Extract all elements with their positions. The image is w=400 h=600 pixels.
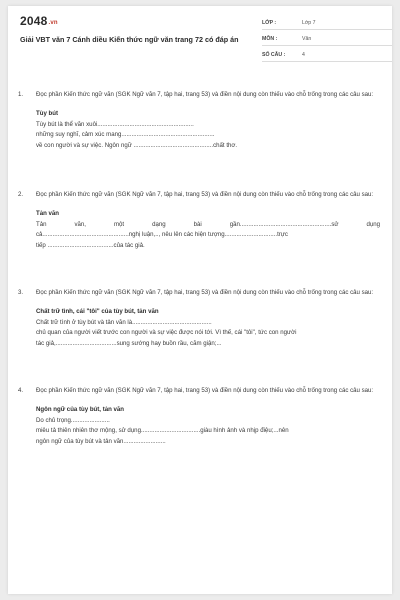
question-heading: Ngôn ngữ của tùy bút, tản văn — [36, 406, 125, 414]
meta-info-block — [262, 17, 392, 65]
fill-blank-line: cả...................................................nghị luận,.., nêu lên các hiện tượng...............................trực — [36, 231, 288, 239]
question-item — [18, 386, 380, 447]
question-number: 1. — [18, 91, 24, 98]
fill-blank-line: những suy nghĩ, cảm xúc mang....................................................... — [36, 131, 215, 139]
question-heading: Chất trữ tình, cái "tôi" của tùy bút, tản văn — [36, 308, 159, 316]
question-number: 4. — [18, 387, 24, 394]
logo-suffix-text: .vn — [48, 20, 58, 26]
fill-blank-line: tác giả,....................................sung sướng hay buồn rầu, căm giận;... — [36, 339, 222, 347]
question-prompt: Đọc phần Kiến thức ngữ văn (SGK Ngữ văn 7, tập hai, trang 53) và điền nội dung còn thiếu vào chỗ trống trong các câu sau: — [36, 387, 374, 394]
worksheet-header — [20, 14, 380, 64]
question-item — [18, 90, 380, 151]
logo-main-text: 2048 — [20, 14, 48, 28]
document-title: Giải VBT văn 7 Cánh diều Kiến thức ngữ văn trang 72 có đáp án — [20, 35, 239, 44]
fill-blank-line: về con người và sự việc. Ngôn ngữ ...............................................chất thơ. — [36, 141, 238, 149]
question-prompt: Đọc phần Kiến thức ngữ văn (SGK Ngữ văn 7, tập hai, trang 53) và điền nội dung còn thiếu vào chỗ trống trong các câu sau: — [36, 91, 374, 98]
meta-label-grade: LỚP : — [262, 20, 277, 26]
fill-blank-line: Chất trữ tình ở tùy bút và tản văn là............................................... — [36, 318, 212, 326]
question-prompt: Đọc phần Kiến thức ngữ văn (SGK Ngữ văn 7, tập hai, trang 53) và điền nội dung còn thiếu vào chỗ trống trong các câu sau: — [36, 289, 374, 296]
fill-blank-line: chủ quan của người viết trước con người và sự việc được nói tới. Vì thế, cái "tôi", tức con người — [36, 329, 297, 337]
meta-label-question-count: SỐ CÂU : — [262, 52, 286, 58]
question-number: 2. — [18, 191, 24, 198]
meta-value-question-count: 4 — [302, 52, 305, 58]
meta-value-subject: Văn — [302, 36, 312, 42]
meta-row-subject — [262, 33, 392, 46]
question-prompt: Đọc phần Kiến thức ngữ văn (SGK Ngữ văn 7, tập hai, trang 53) và điền nội dung còn thiếu vào chỗ trống trong các câu sau: — [36, 191, 374, 198]
question-heading: Tản văn — [36, 210, 60, 218]
meta-label-subject: MÔN : — [262, 36, 278, 42]
question-number: 3. — [18, 289, 24, 296]
fill-blank-line: Tản văn, một dạng bài gần......................................................sử dụng — [36, 220, 380, 228]
question-item — [18, 288, 380, 349]
worksheet-page — [8, 6, 392, 594]
meta-row-question-count — [262, 49, 392, 62]
fill-blank-line: miêu tả thiên nhiên thơ mộng, sử dụng...................................giàu hình ảnh và nhịp điệu;...nên — [36, 427, 289, 435]
fill-blank-line: Tùy bút là thể văn xuôi......................................................... — [36, 120, 194, 128]
fill-blank-line: tiếp .......................................của tác giả. — [36, 241, 145, 249]
site-logo[interactable] — [20, 14, 58, 28]
fill-blank-line: Do chủ trọng....................... — [36, 416, 110, 424]
question-heading: Tùy bút — [36, 110, 59, 118]
fill-blank-line: ngôn ngữ của tùy bút và tản văn......................... — [36, 437, 166, 445]
meta-row-grade — [262, 17, 392, 30]
question-item — [18, 190, 380, 251]
meta-value-grade: Lớp 7 — [302, 20, 316, 26]
